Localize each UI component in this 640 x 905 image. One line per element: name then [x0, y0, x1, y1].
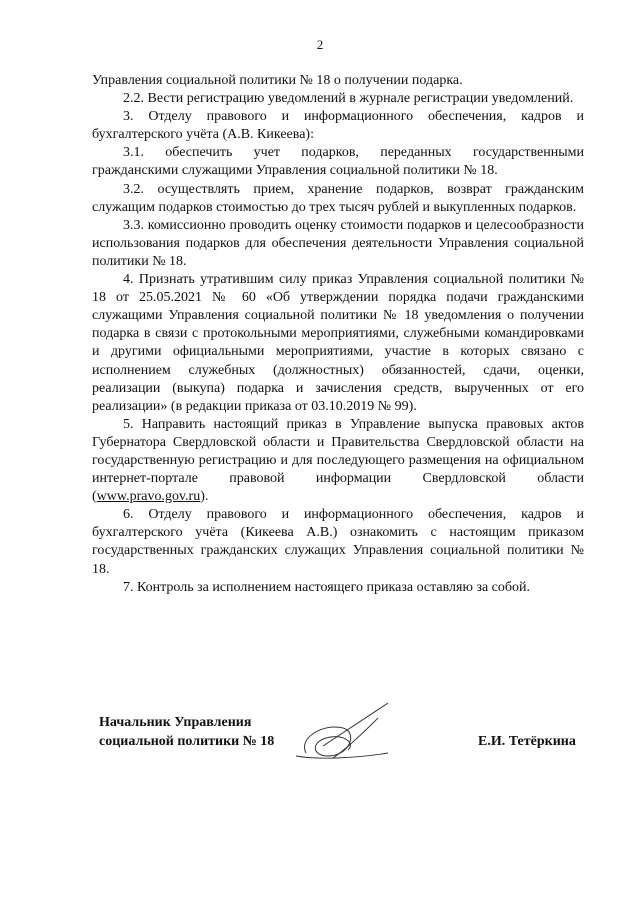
paragraph-continuation: Управления социальной политики № 18 о получении подарка.	[92, 73, 463, 88]
handwritten-signature	[288, 698, 398, 778]
paragraph-5-text: 5. Направить настоящий приказ в Управление выпуска правовых актов Губернатора Свердловской области и Правительства Свердловской области на государственную регистрацию и для последующего размещения на официальном интернет-портале правовой информации Свердловской области (	[92, 416, 584, 505]
paragraph-3: 3. Отделу правового и информационного обеспечения, кадров и бухгалтерского учёта (А.В. Кикеева):	[92, 109, 584, 143]
signatory-name: Е.И. Тетёркина	[478, 734, 576, 749]
paragraph-3-1: 3.1. обеспечить учет подарков, переданных государственными гражданскими служащими Управления социальной политики № 18.	[92, 145, 584, 179]
paragraph-3-3: 3.3. комиссионно проводить оценку стоимости подарков и целесообразности использования подарков для обеспечения деятельности Управления социальной политики № 18.	[92, 217, 584, 269]
position-line-1: Начальник Управления	[99, 715, 252, 730]
paragraph-5	[92, 416, 584, 506]
document-body	[92, 72, 584, 597]
paragraph-3-2: 3.2. осуществлять прием, хранение подарков, возврат гражданским служащим подарков стоимостью до трех тысяч рублей и выкупленных подарков.	[92, 181, 584, 215]
paragraph-7: 7. Контроль за исполнением настоящего приказа оставляю за собой.	[123, 579, 531, 595]
position-line-2: социальной политики № 18	[99, 734, 275, 749]
pravo-link[interactable]: www.pravo.gov.ru	[96, 489, 201, 505]
paragraph-4: 4. Признать утратившим силу приказ Управления социальной политики № 18 от 25.05.2021 № 60 «Об утверждении порядка подачи гражданскими служащими Управления социальной политики № 18 уведомления о получении подарка в связи с протокольными мероприятиями, служебными командировками и другими официальными мероприятиями, участие в которых связано с исполнением служебных (должностных) обязанностей, сдачи, оценки, реализации (выкупа) подарка и зачисления средств, вырученных от его реализации» (в редакции приказа от 03.10.2019 № 99).	[92, 272, 584, 414]
page-number: 2	[316, 37, 324, 52]
paragraph-6: 6. Отделу правового и информационного обеспечения, кадров и бухгалтерского учёта (Кикеева А.В.) ознакомить с настоящим приказом государственных гражданских служащих Управления социальной политики № 18.	[92, 507, 584, 577]
paragraph-5-end: ).	[200, 489, 209, 505]
signatory-position	[99, 713, 274, 751]
paragraph-2-2: 2.2. Вести регистрацию уведомлений в журнале регистрации уведомлений.	[123, 91, 574, 107]
